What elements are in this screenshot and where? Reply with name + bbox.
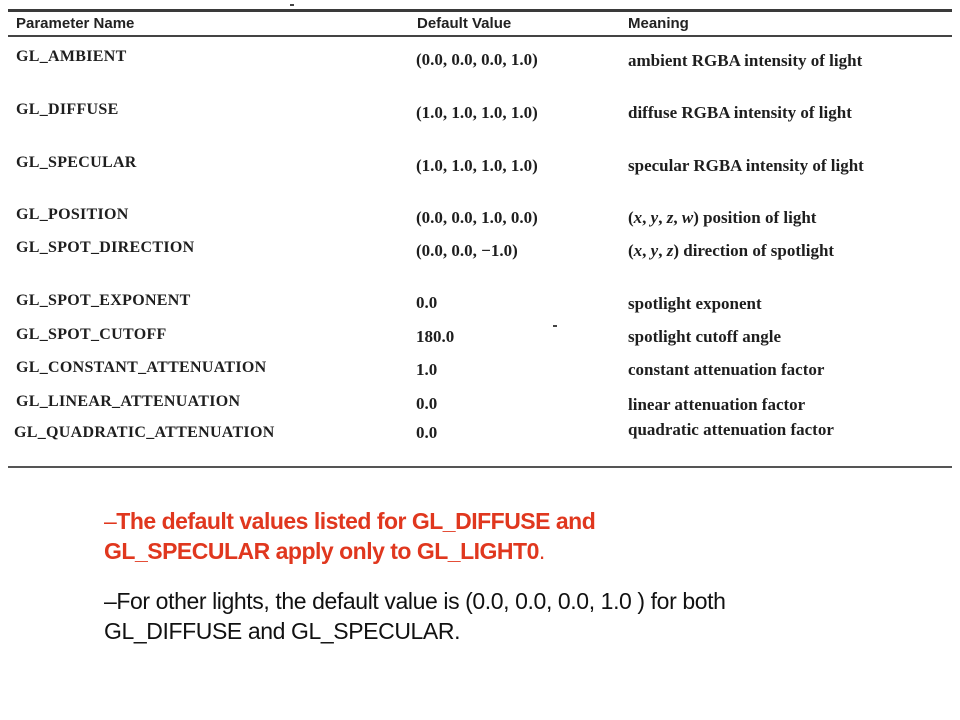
param-meaning: diffuse RGBA intensity of light <box>628 103 852 122</box>
note-period: . <box>538 538 545 564</box>
param-default: (0.0, 0.0, 0.0, 1.0) <box>416 50 538 69</box>
param-name: GL_SPECULAR <box>16 154 137 171</box>
param-name: GL_POSITION <box>16 206 129 223</box>
param-default: (1.0, 1.0, 1.0, 1.0) <box>416 103 538 122</box>
header-default-value: Default Value <box>417 15 512 32</box>
notes <box>104 506 744 646</box>
param-name: GL_SPOT_CUTOFF <box>16 326 167 343</box>
param-name: GL_CONSTANT_ATTENUATION <box>16 359 267 376</box>
table-bottom-rule <box>8 466 952 468</box>
param-default: (0.0, 0.0, 1.0, 0.0) <box>416 208 538 227</box>
note-dash: – <box>104 508 117 534</box>
param-meaning: (x, y, z) direction of spotlight <box>628 241 835 260</box>
note-gl-light0 <box>104 506 744 566</box>
param-name: GL_QUADRATIC_ATTENUATION <box>14 424 275 441</box>
table-top-rule <box>8 9 952 12</box>
param-meaning: specular RGBA intensity of light <box>628 156 864 175</box>
param-default: 180.0 <box>416 327 455 346</box>
param-default: 0.0 <box>416 423 438 442</box>
param-default: (0.0, 0.0, −1.0) <box>416 241 518 260</box>
scan-speck <box>290 4 294 6</box>
param-meaning: linear attenuation factor <box>628 395 806 414</box>
param-meaning: spotlight exponent <box>628 294 762 313</box>
param-default: 1.0 <box>416 360 438 379</box>
param-default: 0.0 <box>416 293 438 312</box>
param-meaning: (x, y, z, w) position of light <box>628 208 817 227</box>
note-text: The default values listed for GL_DIFFUSE and GL_SPECULAR apply only to GL_LIGHT0 <box>104 508 596 564</box>
param-meaning: constant attenuation factor <box>628 360 825 379</box>
param-default: 0.0 <box>416 394 438 413</box>
param-meaning: spotlight cutoff angle <box>628 327 781 346</box>
header-meaning: Meaning <box>628 15 689 32</box>
param-name: GL_AMBIENT <box>16 48 127 65</box>
param-name: GL_SPOT_EXPONENT <box>16 292 191 309</box>
header-parameter-name: Parameter Name <box>16 15 135 32</box>
param-meaning: quadratic attenuation factor <box>628 420 834 439</box>
param-name: GL_SPOT_DIRECTION <box>16 239 195 256</box>
param-default: (1.0, 1.0, 1.0, 1.0) <box>416 156 538 175</box>
param-name: GL_LINEAR_ATTENUATION <box>16 393 241 410</box>
scan-speck <box>553 325 557 327</box>
table-header-rule <box>8 35 952 37</box>
note-other-lights: –For other lights, the default value is (0.0, 0.0, 0.0, 1.0 ) for both GL_DIFFUSE and GL_SPECULAR. <box>104 588 726 644</box>
param-meaning: ambient RGBA intensity of light <box>628 51 863 70</box>
param-name: GL_DIFFUSE <box>16 101 119 118</box>
